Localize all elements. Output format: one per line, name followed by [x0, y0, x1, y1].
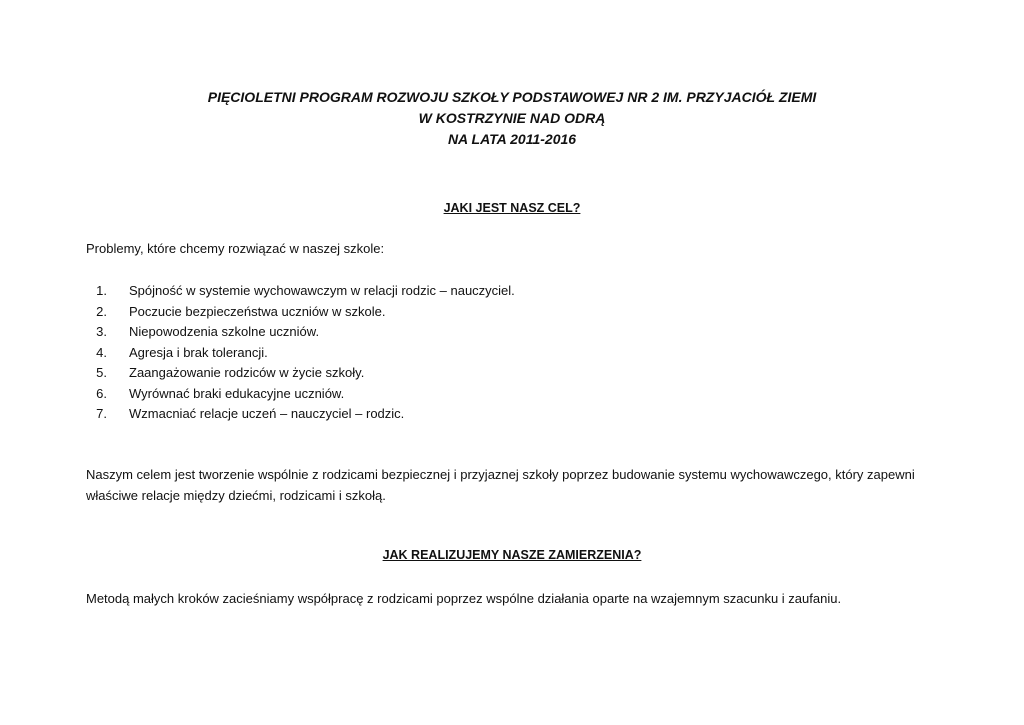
problems-list	[86, 281, 786, 425]
list-item	[86, 322, 786, 343]
list-item-text: Poczucie bezpieczeństwa uczniów w szkole.	[129, 303, 386, 319]
list-item	[86, 384, 786, 405]
list-number: 2.	[96, 303, 107, 319]
goal-paragraph	[86, 465, 946, 506]
document-title	[0, 87, 1024, 150]
list-item-text: Wyrównać braki edukacyjne uczniów.	[129, 385, 345, 401]
title-line-1: PIĘCIOLETNI PROGRAM ROZWOJU SZKOŁY PODSTAWOWEJ NR 2 IM. PRZYJACIÓŁ ZIEMI	[207, 89, 817, 105]
list-number: 5.	[96, 365, 107, 380]
list-item	[86, 343, 786, 364]
realization-paragraph: Metodą małych kroków zacieśniamy współpracę z rodzicami poprzez wspólne działania oparte na wzajemnym szacunku i zaufaniu.	[86, 591, 842, 606]
goal-line-2: właściwe relacje między dziećmi, rodzicami i szkołą.	[86, 487, 386, 503]
section-heading-goal: JAKI JEST NASZ CEL?	[443, 201, 581, 215]
list-item-text: Wzmacniać relacje uczeń – nauczyciel – rodzic.	[129, 406, 405, 421]
title-line-2: W KOSTRZYNIE NAD ODRĄ	[418, 110, 606, 126]
list-item	[86, 363, 786, 384]
list-number: 6.	[96, 385, 107, 401]
problems-intro: Problemy, które chcemy rozwiązać w naszej szkole:	[86, 241, 385, 256]
goal-line-1: Naszym celem jest tworzenie wspólnie z rodzicami bezpiecznej i przyjaznej szkoły poprzez budowanie systemu wychowawczego, który zapewni	[86, 467, 915, 482]
list-item	[86, 281, 786, 302]
section-heading-realization: JAK REALIZUJEMY NASZE ZAMIERZENIA?	[382, 548, 642, 562]
list-item	[86, 404, 786, 425]
list-number: 3.	[96, 324, 107, 339]
list-item-text: Niepowodzenia szkolne uczniów.	[129, 324, 320, 339]
list-item-text: Spójność w systemie wychowawczym w relacji rodzic – nauczyciel.	[129, 283, 515, 298]
list-number: 1.	[96, 283, 107, 298]
list-number: 7.	[96, 406, 107, 421]
list-item	[86, 302, 786, 323]
list-item-text: Agresja i brak tolerancji.	[129, 344, 268, 360]
list-number: 4.	[96, 344, 107, 360]
list-item-text: Zaangażowanie rodziców w życie szkoły.	[129, 365, 365, 380]
title-line-3: NA LATA 2011-2016	[447, 131, 577, 147]
